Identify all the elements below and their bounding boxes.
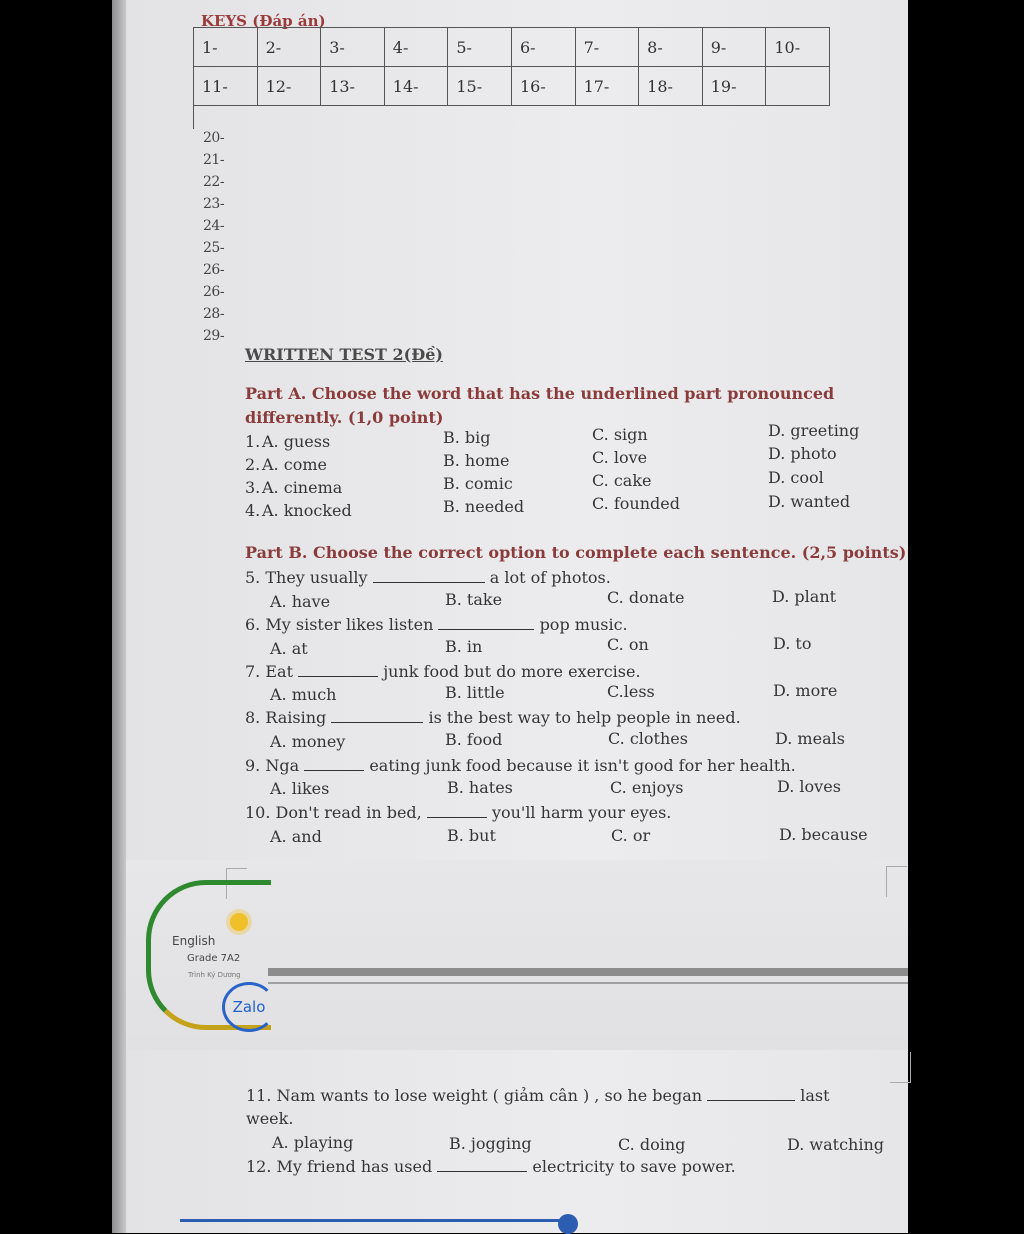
question-5-text-end: a lot of photos. bbox=[489, 568, 611, 587]
answer-blank bbox=[331, 708, 423, 723]
key-cell: 1- bbox=[194, 28, 258, 67]
answer-blank bbox=[304, 756, 364, 771]
logo-line-3: Trình Ký Dương bbox=[188, 971, 241, 979]
part-a-q3-num: 3. bbox=[245, 478, 261, 497]
part-a-q4-option-b: B. needed bbox=[443, 497, 525, 516]
q5-option-d: D. plant bbox=[772, 587, 837, 606]
key-list-item: 26- bbox=[203, 284, 225, 300]
question-6 bbox=[245, 615, 628, 634]
page-corner-mark bbox=[886, 866, 907, 897]
q5-option-a: A. have bbox=[270, 592, 331, 611]
question-6-text: 6. My sister likes listen bbox=[245, 615, 434, 634]
question-12 bbox=[246, 1157, 736, 1176]
q10-option-a: A. and bbox=[270, 827, 322, 846]
keys-row-1 bbox=[194, 28, 830, 67]
q6-option-d: D. to bbox=[773, 634, 812, 653]
q7-option-d: D. more bbox=[773, 681, 838, 700]
key-cell: 6- bbox=[511, 28, 575, 67]
question-9-text: 9. Nga bbox=[245, 756, 300, 775]
part-a-q3-option-d: D. cool bbox=[768, 468, 824, 487]
part-a-q1-option-b: B. big bbox=[443, 428, 491, 447]
q7-option-b: B. little bbox=[445, 683, 505, 702]
part-a-q2-option-a: A. come bbox=[262, 455, 327, 474]
q11-option-b: B. jogging bbox=[449, 1134, 532, 1153]
question-6-text-end: pop music. bbox=[539, 615, 628, 634]
q9-option-a: A. likes bbox=[270, 779, 330, 798]
key-cell: 16- bbox=[511, 67, 575, 106]
part-a-q2-option-c: C. love bbox=[592, 448, 648, 467]
screen-bezel-edge bbox=[112, 0, 126, 1233]
key-cell: 12- bbox=[257, 67, 321, 106]
question-7-text-end: junk food but do more exercise. bbox=[383, 662, 641, 681]
key-list-item: 28- bbox=[203, 306, 225, 322]
part-a-q1-option-c: C. sign bbox=[592, 425, 648, 444]
key-cell: 9- bbox=[702, 28, 766, 67]
question-10 bbox=[245, 803, 671, 822]
logo-line-2: Grade 7A2 bbox=[187, 953, 241, 964]
key-cell: 19- bbox=[702, 67, 766, 106]
key-cell: 18- bbox=[639, 67, 703, 106]
q8-option-d: D. meals bbox=[775, 729, 845, 748]
question-8-text: 8. Raising bbox=[245, 708, 327, 727]
q7-option-a: A. much bbox=[270, 685, 337, 704]
key-list-item: 23- bbox=[203, 196, 225, 212]
part-a-q4-option-d: D. wanted bbox=[768, 492, 851, 511]
key-cell: 13- bbox=[321, 67, 385, 106]
question-9 bbox=[245, 756, 796, 775]
q5-option-b: B. take bbox=[445, 590, 503, 609]
question-11-text: 11. Nam wants to lose weight ( giảm cân ) , so he began bbox=[246, 1086, 703, 1105]
question-10-text-end: you'll harm your eyes. bbox=[491, 803, 672, 822]
key-list-item: 25- bbox=[203, 240, 225, 256]
key-cell: 7- bbox=[575, 28, 639, 67]
part-a-q2-num: 2. bbox=[245, 455, 261, 474]
part-a-q1-option-a: A. guess bbox=[262, 432, 331, 451]
question-12-text-end: electricity to save power. bbox=[532, 1157, 736, 1176]
key-cell: 17- bbox=[575, 67, 639, 106]
question-11-text-end: last bbox=[800, 1086, 830, 1105]
part-a-q2-option-d: D. photo bbox=[768, 444, 837, 463]
part-a-q3-option-a: A. cinema bbox=[262, 478, 343, 497]
part-a-q4-option-a: A. knocked bbox=[262, 501, 352, 520]
key-list-item: 20- bbox=[203, 130, 225, 146]
question-5 bbox=[245, 568, 611, 587]
keys-table-extension bbox=[193, 105, 831, 129]
question-11 bbox=[246, 1086, 830, 1105]
answer-blank bbox=[427, 803, 487, 818]
q9-option-d: D. loves bbox=[777, 777, 841, 796]
question-7 bbox=[245, 662, 641, 681]
footer-separator-bar bbox=[268, 968, 908, 976]
footer-separator-line bbox=[268, 982, 908, 984]
key-cell: 3- bbox=[321, 28, 385, 67]
q10-option-b: B. but bbox=[447, 826, 496, 845]
key-list-item: 21- bbox=[203, 152, 225, 168]
answer-blank bbox=[707, 1086, 795, 1101]
q6-option-b: B. in bbox=[445, 637, 483, 656]
q5-option-c: C. donate bbox=[607, 588, 685, 607]
part-a-heading-cont: differently. (1,0 point) bbox=[245, 408, 444, 427]
q9-option-c: C. enjoys bbox=[610, 778, 684, 797]
key-cell: 5- bbox=[448, 28, 512, 67]
progress-handle[interactable] bbox=[558, 1214, 578, 1234]
q11-option-a: A. playing bbox=[272, 1133, 354, 1152]
key-cell: 10- bbox=[766, 28, 830, 67]
question-7-text: 7. Eat bbox=[245, 662, 293, 681]
logo-line-1: English bbox=[172, 934, 216, 948]
keys-title: KEYS (Đáp án) bbox=[201, 12, 326, 30]
part-a-q1-option-d: D. greeting bbox=[768, 421, 860, 440]
question-12-text: 12. My friend has used bbox=[246, 1157, 433, 1176]
key-list-item: 24- bbox=[203, 218, 225, 234]
q8-option-c: C. clothes bbox=[608, 729, 688, 748]
part-a-q3-option-b: B. comic bbox=[443, 474, 513, 493]
key-cell: 4- bbox=[384, 28, 448, 67]
part-a-q2-option-b: B. home bbox=[443, 451, 510, 470]
q6-option-a: A. at bbox=[270, 639, 308, 658]
key-cell: 11- bbox=[194, 67, 258, 106]
q8-option-a: A. money bbox=[270, 732, 346, 751]
answer-blank bbox=[437, 1157, 527, 1172]
sun-icon bbox=[230, 913, 248, 931]
question-11-cont: week. bbox=[246, 1109, 294, 1128]
key-list-item: 29- bbox=[203, 328, 225, 344]
part-a-q1-num: 1. bbox=[245, 432, 261, 451]
question-9-text-end: eating junk food because it isn't good for her health. bbox=[369, 756, 796, 775]
q10-option-c: C. or bbox=[611, 826, 651, 845]
zalo-label: Zalo bbox=[232, 998, 266, 1016]
zalo-badge[interactable] bbox=[222, 982, 276, 1032]
answer-blank bbox=[438, 615, 534, 630]
question-10-text: 10. Don't read in bed, bbox=[245, 803, 422, 822]
q11-option-c: C. doing bbox=[618, 1135, 686, 1154]
answer-keys-table bbox=[193, 27, 830, 106]
test-title: WRITTEN TEST 2(Đề) bbox=[245, 345, 443, 364]
part-b-heading: Part B. Choose the correct option to complete each sentence. (2,5 points) bbox=[245, 543, 907, 562]
question-8 bbox=[245, 708, 741, 727]
key-cell: 15- bbox=[448, 67, 512, 106]
part-a-q4-num: 4. bbox=[245, 501, 261, 520]
question-8-text-end: is the best way to help people in need. bbox=[428, 708, 741, 727]
answer-blank bbox=[373, 568, 485, 583]
q10-option-d: D. because bbox=[779, 825, 868, 844]
key-cell: 2- bbox=[257, 28, 321, 67]
question-5-text: 5. They usually bbox=[245, 568, 368, 587]
page-corner-mark bbox=[890, 1052, 911, 1083]
key-cell bbox=[766, 67, 830, 106]
key-list-item: 26- bbox=[203, 262, 225, 278]
q8-option-b: B. food bbox=[445, 730, 503, 749]
keys-row-2 bbox=[194, 67, 830, 106]
part-a-q3-option-c: C. cake bbox=[592, 471, 652, 490]
key-cell: 14- bbox=[384, 67, 448, 106]
part-a-q4-option-c: C. founded bbox=[592, 494, 680, 513]
key-cell: 8- bbox=[639, 28, 703, 67]
progress-line bbox=[180, 1219, 570, 1222]
q9-option-b: B. hates bbox=[447, 778, 513, 797]
q11-option-d: D. watching bbox=[787, 1135, 885, 1154]
part-a-heading: Part A. Choose the word that has the underlined part pronounced bbox=[245, 384, 835, 403]
q6-option-c: C. on bbox=[607, 635, 649, 654]
q7-option-c: C.less bbox=[607, 682, 655, 701]
key-list-item: 22- bbox=[203, 174, 225, 190]
answer-blank bbox=[298, 662, 378, 677]
